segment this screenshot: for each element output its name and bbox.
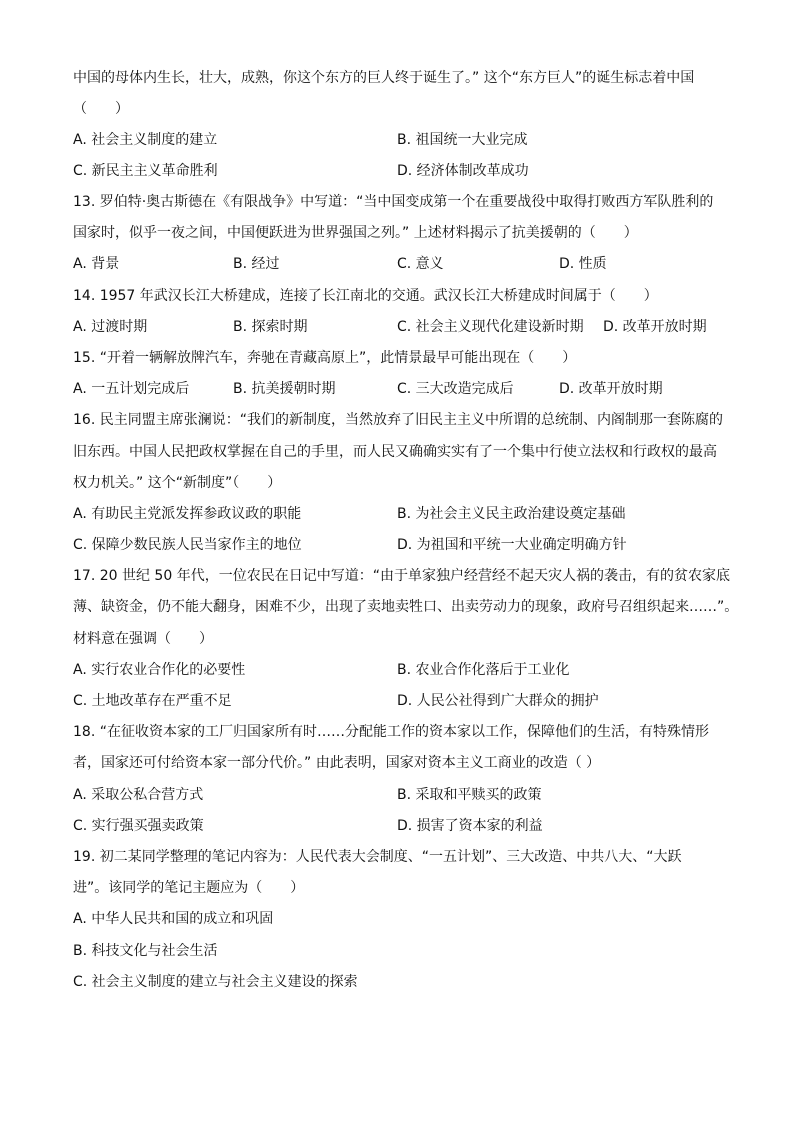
q12-option-a: A. 社会主义制度的建立 [73,132,218,148]
q15-option-b: B. 抗美援朝时期 [233,381,336,397]
q19-option-b: B. 科技文化与社会生活 [73,943,218,959]
q18-stem-line-1: 18. “在征收资本家的工厂归国家所有时……分配能工作的资本家以工作，保障他们的生活，有特殊情形 [73,724,709,740]
q13-option-d: D. 性质 [559,256,607,272]
q18-option-b: B. 采取和平赎买的政策 [397,787,542,803]
q19-stem-line-2: 进”。该同学的笔记主题应为（ ） [73,880,305,896]
q14-option-a: A. 过渡时期 [73,319,148,335]
q17-stem-line-2: 薄、缺资金，仍不能大翻身，困难不少，出现了卖地卖牲口、出卖劳动力的现象，政府号召组织起来……”。 [73,599,739,615]
q17-stem-line-1: 17. 20 世纪 50 年代，一位农民在日记中写道：“由于单家独户经营经不起天灾人祸的袭击，有的贫农家底 [73,568,730,584]
q12-stem-line-1: 中国的母体内生长，壮大，成熟，你这个东方的巨人终于诞生了。” 这个“东方巨人”的诞生标志着中国 [73,70,695,86]
q16-option-c: C. 保障少数民族人民当家作主的地位 [73,537,302,553]
q13-stem-line-1: 13. 罗伯特·奥古斯德在《有限战争》中写道：“当中国变成第一个在重要战役中取得打败西方军队胜利的 [73,194,714,210]
q18-option-c: C. 实行强买强卖政策 [73,818,204,834]
q19-stem-line-1: 19. 初二某同学整理的笔记内容为：人民代表大会制度、“一五计划”、三大改造、中共八大、“大跃 [73,849,682,865]
q13-option-c: C. 意义 [397,256,444,272]
q12-option-c: C. 新民主主义革命胜利 [73,163,218,179]
q17-option-a: A. 实行农业合作化的必要性 [73,662,246,678]
q12-option-b: B. 祖国统一大业完成 [397,132,528,148]
q14-stem-line-1: 14. 1957 年武汉长江大桥建成，连接了长江南北的交通。武汉长江大桥建成时间属于（ ） [73,288,658,304]
q16-stem-line-1: 16. 民主同盟主席张澜说：“我们的新制度，当然放弃了旧民主主义中所谓的总统制、内阁制那一套陈腐的 [73,412,723,428]
q14-option-b: B. 探索时期 [233,319,308,335]
q15-option-d: D. 改革开放时期 [559,381,663,397]
q17-stem-line-3: 材料意在强调（ ） [73,631,213,647]
q15-stem-line-1: 15. “开着一辆解放牌汽车，奔驰在青藏高原上”，此情景最早可能出现在（ ） [73,350,577,366]
q12-option-d: D. 经济体制改革成功 [397,163,529,179]
q16-option-a: A. 有助民主党派发挥参政议政的职能 [73,506,302,522]
q17-option-b: B. 农业合作化落后于工业化 [397,662,570,678]
q18-option-d: D. 损害了资本家的利益 [397,818,543,834]
q17-option-d: D. 人民公社得到广大群众的拥护 [397,693,599,709]
q13-option-b: B. 经过 [233,256,280,272]
q18-option-a: A. 采取公私合营方式 [73,787,204,803]
q15-option-a: A. 一五计划完成后 [73,381,190,397]
q16-option-d: D. 为祖国和平统一大业确定明确方针 [397,537,627,553]
q19-option-c: C. 社会主义制度的建立与社会主义建设的探索 [73,974,358,990]
q16-stem-line-2: 旧东西。中国人民把政权掌握在自己的手里，而人民又确确实实有了一个集中行使立法权和行政权的最高 [73,444,717,460]
q18-stem-line-2: 者，国家还可付给资本家一部分代价。” 由此表明，国家对资本主义工商业的改造（ ） [73,755,601,771]
q16-option-b: B. 为社会主义民主政治建设奠定基础 [397,506,626,522]
q14-option-d: D. 改革开放时期 [603,319,707,335]
q13-stem-line-2: 国家时，似乎一夜之间，中国便跃进为世界强国之列。” 上述材料揭示了抗美援朝的（ ） [73,225,638,241]
q19-option-a: A. 中华人民共和国的成立和巩固 [73,911,274,927]
q15-option-c: C. 三大改造完成后 [397,381,514,397]
q17-option-c: C. 土地改革存在严重不足 [73,693,232,709]
q13-option-a: A. 背景 [73,256,120,272]
q12-answer-parentheses: （ ） [73,101,129,117]
q14-option-c: C. 社会主义现代化建设新时期 [397,319,584,335]
q16-stem-line-3: 权力机关。” 这个“新制度”（ ） [73,475,282,491]
